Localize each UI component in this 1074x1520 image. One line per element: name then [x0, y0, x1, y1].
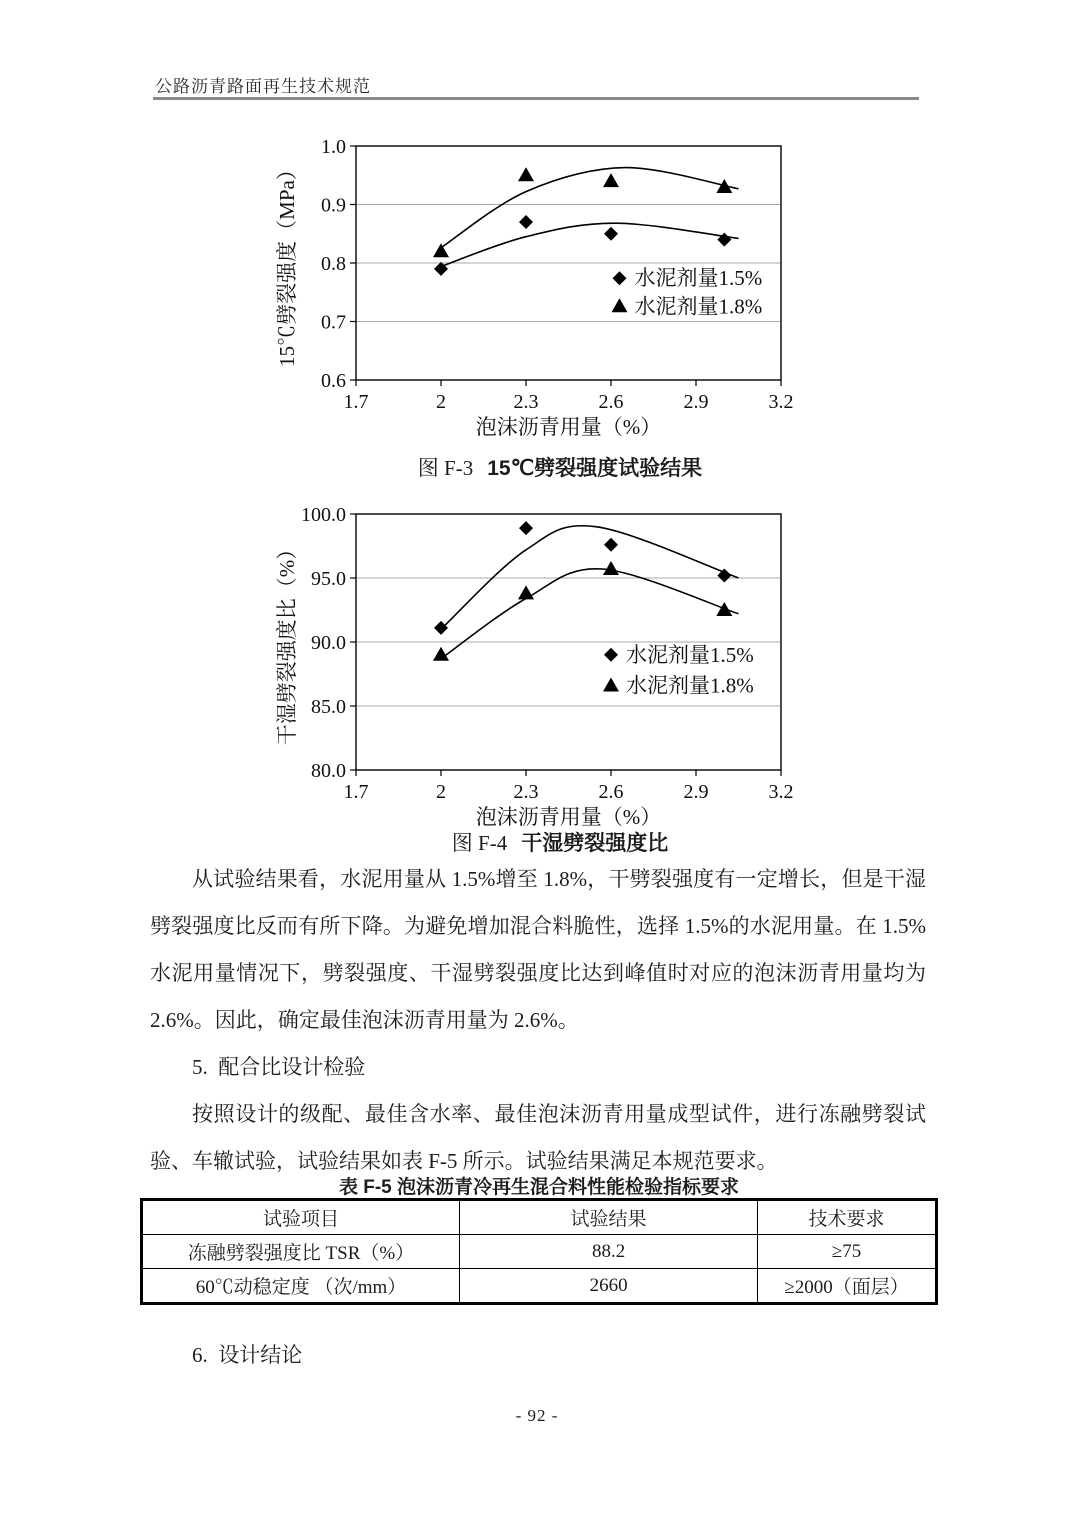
fit-curve	[441, 168, 739, 248]
table-f5-title: 表 F-5 泡沫沥青冷再生混合料性能检验指标要求	[338, 1177, 740, 1198]
data-point-marker	[519, 521, 533, 535]
table-header-row	[142, 1200, 937, 1235]
legend-diamond-icon	[604, 648, 618, 662]
legend-label: 水泥剂量1.8%	[634, 294, 763, 319]
figure-f3-caption-title: 15℃劈裂强度试验结果	[487, 457, 703, 480]
table-cell: 冻融劈裂强度比 TSR（%）	[142, 1235, 460, 1269]
table-cell: 88.2	[460, 1235, 758, 1269]
data-point-marker	[518, 585, 534, 599]
figure-f4-chart	[268, 496, 793, 826]
table-cell: 2660	[460, 1269, 758, 1304]
data-point-marker	[716, 179, 732, 193]
x-tick-label: 2.3	[513, 781, 539, 803]
figure-f3-caption	[320, 452, 800, 482]
legend-triangle-icon	[603, 678, 619, 692]
table-row	[142, 1269, 937, 1304]
y-tick-label: 0.6	[321, 370, 346, 392]
table-column-header: 试验结果	[460, 1200, 758, 1235]
section-6-block	[150, 1332, 926, 1379]
table-column-header: 技术要求	[758, 1200, 937, 1235]
y-tick-label: 0.8	[321, 253, 346, 275]
figure-f4-caption-title: 干湿劈裂强度比	[521, 832, 669, 855]
x-tick-label: 1.7	[343, 391, 369, 413]
x-tick-label: 2	[436, 391, 446, 413]
y-tick-label: 80.0	[311, 760, 346, 782]
y-tick-label: 0.7	[321, 311, 346, 334]
figure-f4-caption-number: 图 F-4	[451, 831, 508, 855]
paragraph-test-results: 从试验结果看，水泥用量从 1.5%增至 1.8%，干劈裂强度有一定增长，但是干湿劈裂强度比反而有所下降。为避免增加混合料脆性，选择 1.5%的水泥用量。在 1.5%水泥用量情况下，劈裂强度、干湿劈裂强度比达到峰值时对应的泡沫沥青用量均为 2.6%。因此，确定最佳泡沫沥青用量为 2.6%。	[150, 867, 926, 1032]
y-tick-label: 100.0	[301, 504, 346, 526]
data-point-marker	[518, 167, 534, 181]
x-tick-label: 2.9	[683, 781, 709, 803]
table-f5	[140, 1198, 938, 1305]
table-row	[142, 1235, 937, 1269]
y-tick-label: 0.9	[321, 194, 346, 217]
x-tick-label: 2.6	[598, 781, 624, 803]
data-point-marker	[604, 538, 618, 552]
paragraph-design-verification: 按照设计的级配、最佳含水率、最佳泡沫沥青用量成型试件，进行冻融劈裂试验、车辙试验，试验结果如表 F-5 所示。试验结果满足本规范要求。	[150, 1102, 926, 1173]
y-tick-label: 95.0	[311, 568, 346, 590]
table-cell: ≥75	[758, 1235, 937, 1269]
x-tick-label: 2.9	[683, 391, 709, 413]
y-axis-title: 15℃劈裂强度（MPa）	[275, 159, 299, 367]
legend-triangle-icon	[612, 298, 628, 312]
data-point-marker	[519, 215, 533, 229]
y-tick-label: 1.0	[321, 136, 346, 158]
table-cell: ≥2000（面层）	[758, 1269, 937, 1304]
x-tick-label: 3.2	[768, 781, 793, 803]
x-tick-label: 2.3	[513, 391, 539, 413]
section-6-heading: 6. 设计结论	[192, 1343, 303, 1367]
fit-curve	[441, 526, 739, 630]
legend-diamond-icon	[613, 271, 627, 285]
running-header: 公路沥青路面再生技术规范	[155, 77, 371, 96]
figure-f4-caption	[320, 827, 800, 857]
x-tick-label: 1.7	[343, 781, 369, 803]
y-tick-label: 90.0	[311, 632, 346, 654]
body-text	[150, 856, 926, 1185]
x-axis-title: 泡沫沥青用量（%）	[475, 805, 662, 826]
figure-f3-caption-number: 图 F-3	[417, 456, 474, 480]
data-point-marker	[433, 243, 449, 257]
data-point-marker	[717, 233, 731, 247]
legend-label: 水泥剂量1.8%	[626, 673, 754, 698]
page-number: - 92 -	[515, 1406, 559, 1425]
x-tick-label: 3.2	[768, 391, 793, 413]
figure-f4	[268, 496, 793, 826]
figure-f3	[268, 130, 793, 442]
data-point-marker	[604, 227, 618, 241]
table-column-header: 试验项目	[142, 1200, 460, 1235]
data-point-marker	[603, 173, 619, 187]
x-tick-label: 2	[436, 781, 446, 803]
section-5-heading: 5. 配合比设计检验	[192, 1055, 366, 1079]
table-cell: 60℃动稳定度 （次/mm）	[142, 1269, 460, 1304]
legend-label: 水泥剂量1.5%	[626, 642, 754, 667]
x-tick-label: 2.6	[598, 391, 624, 413]
y-axis-title: 干湿劈裂强度比（%）	[275, 538, 299, 746]
legend-label: 水泥剂量1.5%	[634, 266, 763, 291]
header-rule	[153, 97, 919, 100]
data-point-marker	[716, 602, 732, 616]
fit-curve	[441, 223, 739, 266]
data-point-marker	[603, 561, 619, 575]
x-axis-title: 泡沫沥青用量（%）	[475, 415, 662, 439]
data-point-marker	[434, 621, 448, 635]
figure-f3-chart	[268, 130, 793, 442]
y-tick-label: 85.0	[311, 696, 346, 718]
